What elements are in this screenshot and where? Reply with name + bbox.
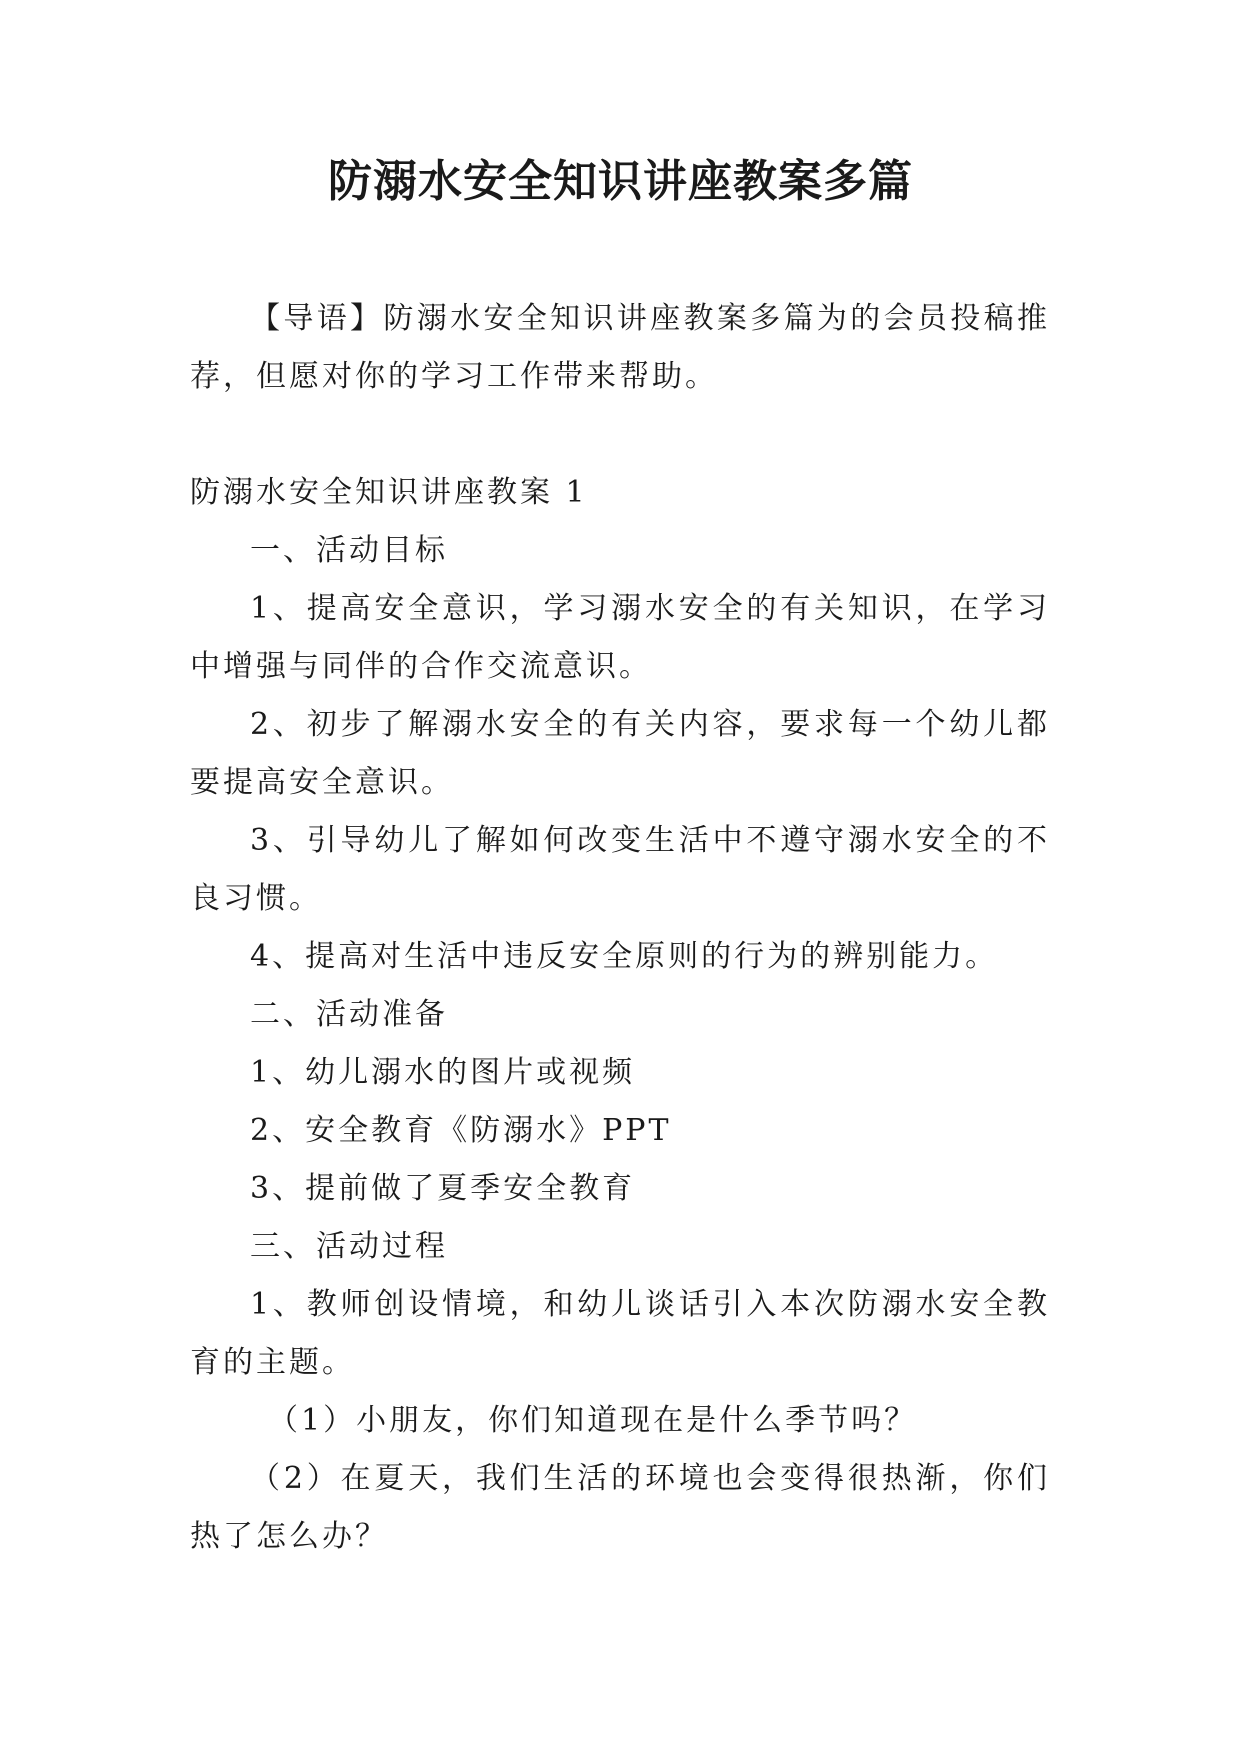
process-question-1: （1）小朋友，你们知道现在是什么季节吗？ xyxy=(268,1403,918,1438)
heading-activity-preparation: 二、活动准备 xyxy=(250,997,448,1032)
goal-item-4: 4、提高对生活中违反安全原则的行为的辨别能力。 xyxy=(250,939,999,974)
goal-item-3: 3、引导幼儿了解如何改变生活中不遵守溺水安全的不良习惯。 xyxy=(190,823,1050,916)
document-body xyxy=(190,290,1050,1566)
document-title: 防溺水安全知识讲座教案多篇 xyxy=(328,156,913,207)
goal-item-2: 2、初步了解溺水安全的有关内容，要求每一个幼儿都要提高安全意识。 xyxy=(190,707,1050,800)
intro-paragraph: 【导语】防溺水安全知识讲座教案多篇为的会员投稿推荐，但愿对你的学习工作带来帮助。 xyxy=(190,301,1050,394)
heading-activity-goals: 一、活动目标 xyxy=(250,533,448,568)
process-item-1: 1、教师创设情境，和幼儿谈话引入本次防溺水安全教育的主题。 xyxy=(190,1287,1050,1380)
preparation-item-1: 1、幼儿溺水的图片或视频 xyxy=(250,1055,636,1090)
process-question-2: （2）在夏天，我们生活的环境也会变得很热渐，你们热了怎么办？ xyxy=(190,1461,1050,1554)
spacer xyxy=(190,406,1050,464)
preparation-item-3: 3、提前做了夏季安全教育 xyxy=(250,1171,636,1206)
section-heading: 防溺水安全知识讲座教案 1 xyxy=(190,475,588,510)
heading-activity-process: 三、活动过程 xyxy=(250,1229,448,1264)
preparation-item-2: 2、安全教育《防溺水》PPT xyxy=(250,1113,672,1148)
goal-item-1: 1、提高安全意识，学习溺水安全的有关知识，在学习中增强与同伴的合作交流意识。 xyxy=(190,591,1050,684)
